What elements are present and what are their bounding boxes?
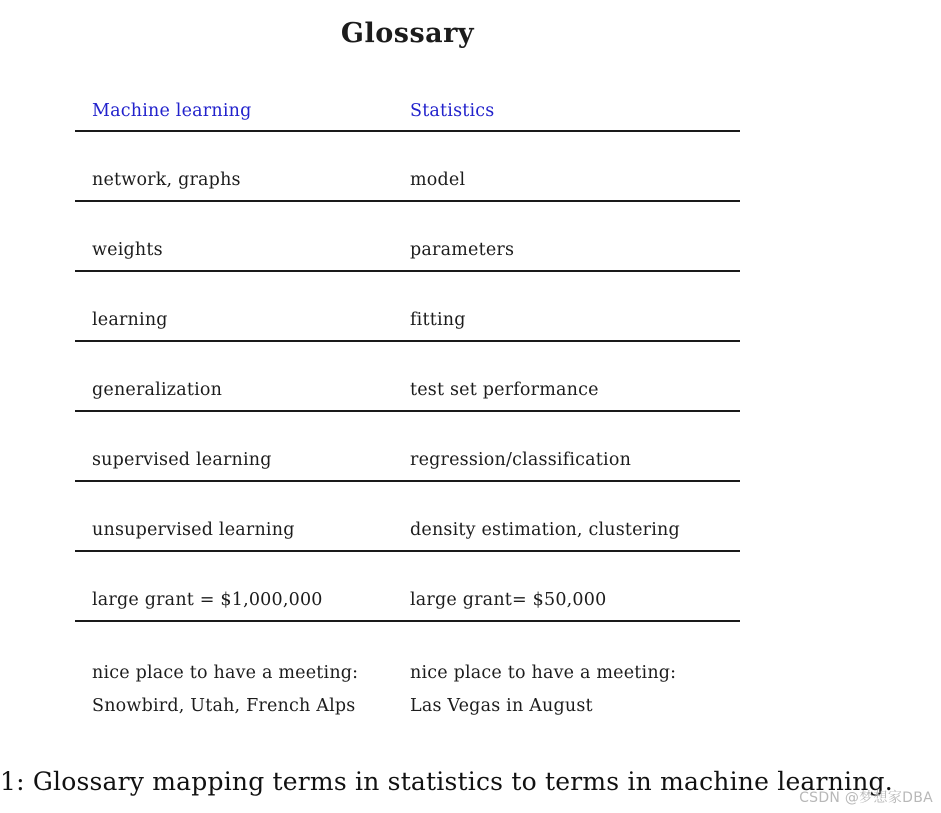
cell-stats-term: density estimation, clustering [410, 520, 680, 540]
cell-stats-line2: Las Vegas in August [410, 696, 593, 716]
cell-stats-term: parameters [410, 240, 515, 260]
table-row-learning-fitting [75, 272, 740, 342]
cell-stats-term [410, 657, 740, 723]
cell-ml-term: weights [92, 240, 163, 260]
glossary-title: Glossary [340, 18, 475, 49]
header-statistics: Statistics [410, 101, 495, 121]
table-row-generalization-testset [75, 342, 740, 412]
table-row-meeting-place [75, 622, 740, 723]
cell-ml-term [75, 657, 410, 723]
cell-stats-term: test set performance [410, 380, 599, 400]
glossary-table [75, 96, 740, 723]
cell-ml-term: large grant = $1,000,000 [92, 590, 323, 610]
cell-stats-term: large grant= $50,000 [410, 590, 607, 610]
cell-stats-line1: nice place to have a meeting: [410, 663, 677, 683]
table-row-large-grant [75, 552, 740, 622]
cell-stats-term: regression/classification [410, 450, 632, 470]
cell-ml-line1: nice place to have a meeting: [92, 663, 359, 683]
table-row-weights-parameters [75, 202, 740, 272]
cell-ml-term: supervised learning [92, 450, 272, 470]
watermark: CSDN @梦想家DBA [799, 790, 933, 806]
table-caption: 1: Glossary mapping terms in statistics to terms in machine learning. [0, 767, 893, 796]
cell-stats-term: model [410, 170, 466, 190]
header-machine-learning: Machine learning [92, 101, 252, 121]
table-row-unsupervised-density [75, 482, 740, 552]
cell-ml-term: learning [92, 310, 168, 330]
table-row-network-model [75, 132, 740, 202]
table-row-supervised-regression [75, 412, 740, 482]
cell-ml-term: generalization [92, 380, 223, 400]
table-header-row [75, 96, 740, 132]
cell-stats-term: fitting [410, 310, 466, 330]
cell-ml-line2: Snowbird, Utah, French Alps [92, 696, 356, 716]
cell-ml-term: network, graphs [92, 170, 241, 190]
cell-ml-term: unsupervised learning [92, 520, 295, 540]
